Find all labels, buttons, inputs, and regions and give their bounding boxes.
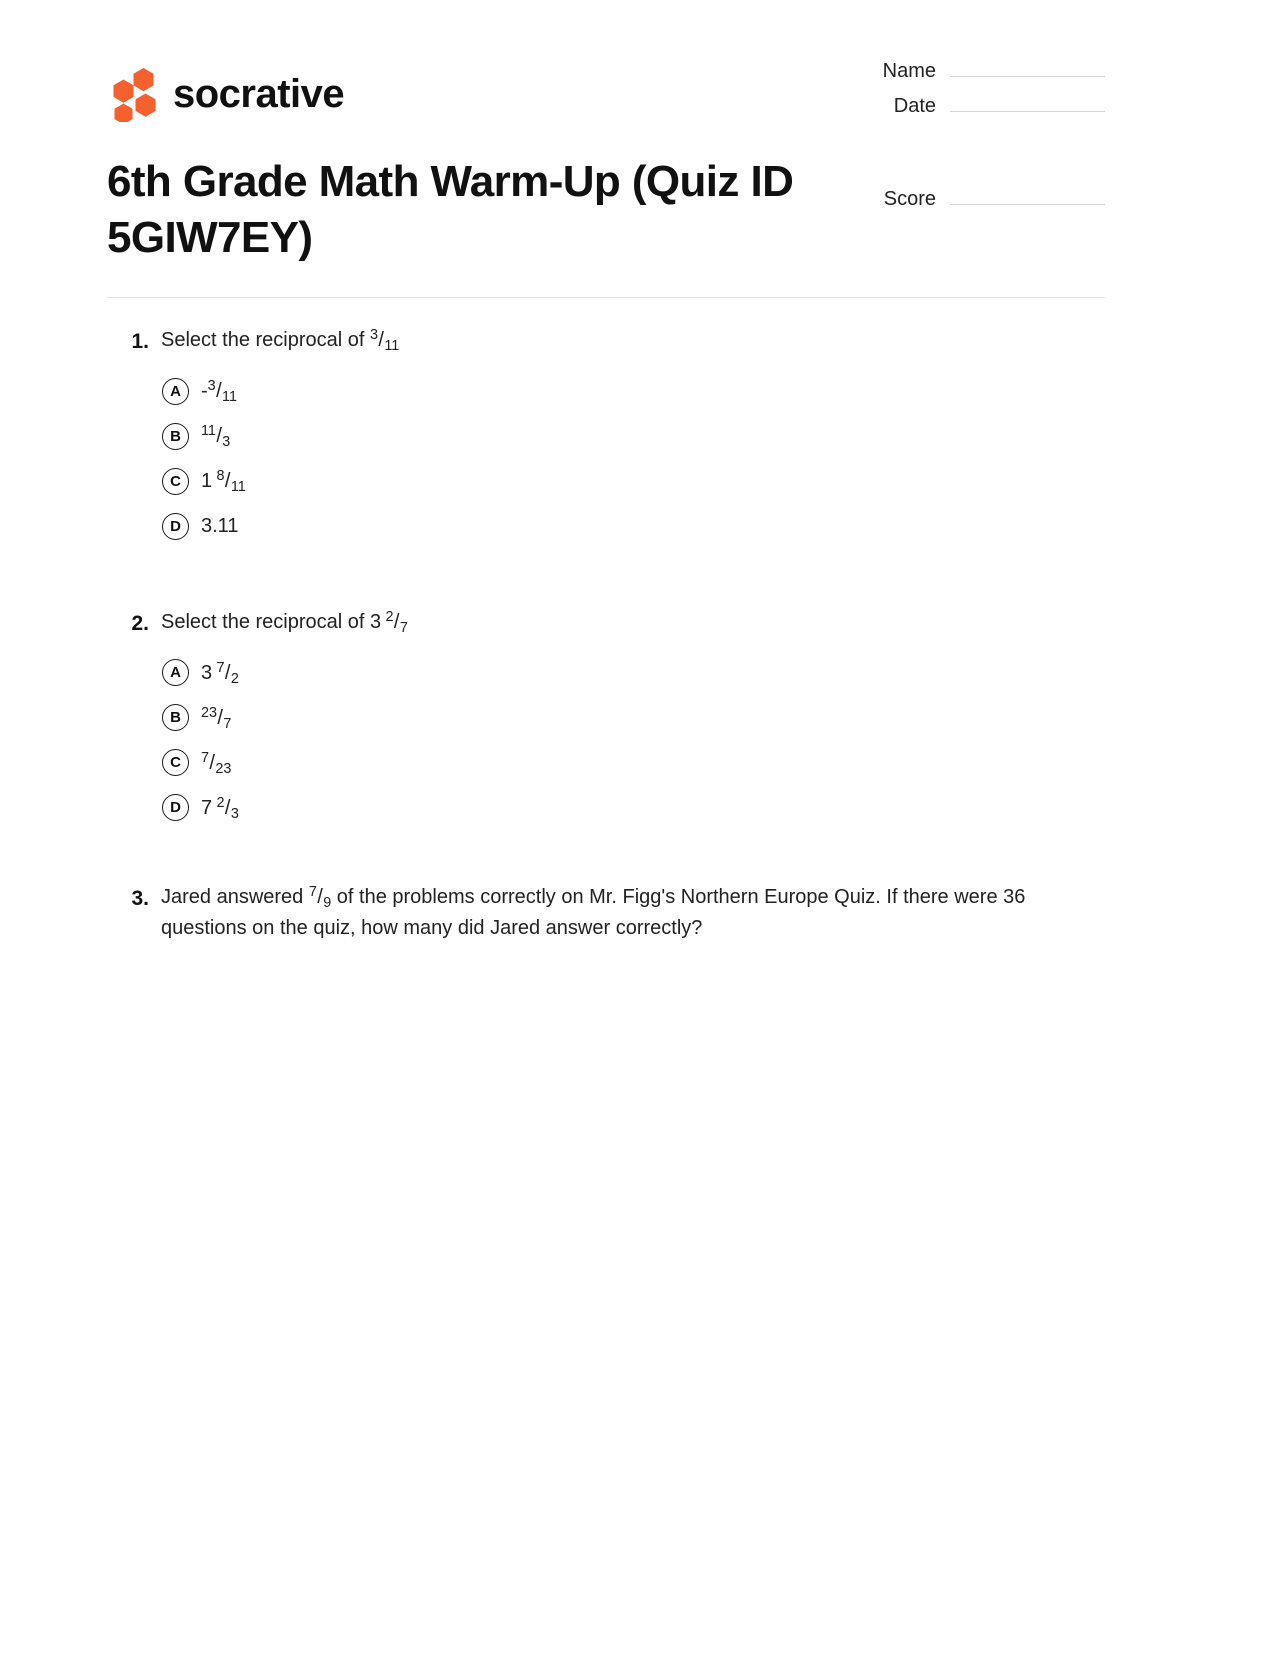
option-b-text <box>201 422 230 450</box>
fraction-slash: / <box>393 610 400 633</box>
fraction-slash: / <box>224 661 231 684</box>
name-input-line[interactable] <box>950 56 1105 77</box>
numerator: 8 <box>216 467 225 484</box>
option-bubble-a[interactable]: A <box>162 659 189 686</box>
question-1-option-b[interactable] <box>107 414 1105 459</box>
numerator: 7 <box>216 659 225 676</box>
question-1-prompt <box>161 325 1105 356</box>
question-2-header <box>107 607 1105 641</box>
question-1-option-d[interactable] <box>107 504 1105 549</box>
question-1-number: 1. <box>131 330 149 353</box>
question-3-prompt <box>161 882 1105 944</box>
score-label: Score <box>883 188 936 210</box>
option-b-fraction <box>201 704 232 732</box>
whole-number: 3 <box>370 610 382 633</box>
question-2-option-b[interactable] <box>107 695 1105 740</box>
option-a-text <box>201 659 239 687</box>
question-1-option-a[interactable] <box>107 369 1105 414</box>
option-c-text <box>201 467 246 495</box>
name-field-row <box>805 56 1105 83</box>
option-b-fraction <box>201 422 231 451</box>
date-label: Date <box>893 95 936 117</box>
denominator: 11 <box>230 479 246 496</box>
question-list <box>107 325 1105 984</box>
numerator: 2 <box>385 608 394 625</box>
fraction-slash: / <box>217 706 223 729</box>
fraction-slash: / <box>378 329 384 351</box>
whole-number: 7 <box>201 796 213 819</box>
option-c-fraction <box>216 467 246 496</box>
page-header <box>107 56 1105 263</box>
denominator: 3 <box>230 805 239 822</box>
fraction-slash: / <box>209 751 215 774</box>
question-3-prompt-suffix: of the problems correctly on Mr. Figg's Northern Europe Quiz. If there were 36 questions on the quiz, how many did Jared answer correctly? <box>161 886 1026 940</box>
denominator: 11 <box>222 389 237 406</box>
question-2-option-c[interactable] <box>107 740 1105 785</box>
numerator: 23 <box>201 704 218 721</box>
score-input-line[interactable] <box>950 184 1105 205</box>
question-2-option-d[interactable] <box>107 785 1105 830</box>
option-bubble-b[interactable]: B <box>162 423 189 450</box>
option-b-text <box>201 704 231 732</box>
question-1-prompt-fraction <box>370 326 400 355</box>
question-2-prompt-fraction <box>385 608 408 636</box>
numerator: 3 <box>207 377 216 394</box>
option-a-text <box>201 377 237 405</box>
option-d-text: 3.11 <box>201 515 239 538</box>
option-bubble-c[interactable]: C <box>162 468 189 495</box>
name-label: Name <box>882 60 936 82</box>
question-3 <box>107 882 1105 944</box>
option-d-text <box>201 794 239 822</box>
denominator: 23 <box>215 760 232 777</box>
question-2-options <box>107 650 1105 830</box>
question-2-prompt-prefix: Select the reciprocal of <box>161 610 370 633</box>
option-bubble-a[interactable]: A <box>162 378 189 405</box>
sign: - <box>201 380 208 403</box>
denominator: 3 <box>222 434 231 451</box>
fraction-slash: / <box>317 886 323 909</box>
denominator: 2 <box>230 670 239 687</box>
question-1-prompt-prefix: Select the reciprocal of <box>161 329 370 351</box>
option-bubble-d[interactable]: D <box>162 794 189 821</box>
denominator: 11 <box>384 338 400 355</box>
numerator: 7 <box>201 749 210 766</box>
question-1-option-c[interactable] <box>107 459 1105 504</box>
numerator: 11 <box>201 422 216 439</box>
socrative-hexagon-logo-icon <box>107 66 159 122</box>
denominator: 7 <box>399 619 408 636</box>
header-divider <box>107 297 1105 298</box>
option-c-text <box>201 749 231 777</box>
page-title: 6th Grade Math Warm-Up (Quiz ID 5GIW7EY) <box>107 157 794 263</box>
date-field-row <box>805 91 1105 118</box>
option-bubble-c[interactable]: C <box>162 749 189 776</box>
student-info-fields <box>805 56 1105 219</box>
question-1-options <box>107 369 1105 549</box>
question-3-prompt-prefix: Jared answered <box>161 886 309 909</box>
date-input-line[interactable] <box>950 91 1105 112</box>
question-2-prompt <box>161 607 1105 638</box>
option-c-fraction <box>201 749 232 777</box>
fraction-slash: / <box>224 470 231 493</box>
score-field-row <box>805 184 1105 211</box>
option-bubble-b[interactable]: B <box>162 704 189 731</box>
denominator: 7 <box>223 715 232 732</box>
numerator: 7 <box>308 883 317 900</box>
question-2-number: 2. <box>131 611 149 635</box>
option-a-fraction <box>216 659 239 687</box>
numerator: 3 <box>370 326 379 343</box>
brand-wordmark: socrative <box>173 72 345 116</box>
option-a-fraction <box>201 377 237 406</box>
socrative-brand <box>107 66 344 122</box>
option-bubble-d[interactable]: D <box>162 513 189 540</box>
fraction-slash: / <box>216 380 222 403</box>
denominator: 9 <box>323 895 332 912</box>
question-2-option-a[interactable] <box>107 650 1105 695</box>
fraction-slash: / <box>224 796 231 819</box>
question-1-header <box>107 325 1105 359</box>
question-3-number: 3. <box>131 887 149 911</box>
fraction-slash: / <box>216 425 222 448</box>
option-d-fraction <box>216 794 239 822</box>
question-2 <box>107 607 1105 831</box>
whole-number: 1 <box>201 470 213 493</box>
question-1 <box>107 325 1105 549</box>
question-3-header <box>107 882 1105 944</box>
numerator: 2 <box>216 794 225 811</box>
whole-number: 3 <box>201 661 213 684</box>
question-3-prompt-fraction <box>308 883 332 912</box>
